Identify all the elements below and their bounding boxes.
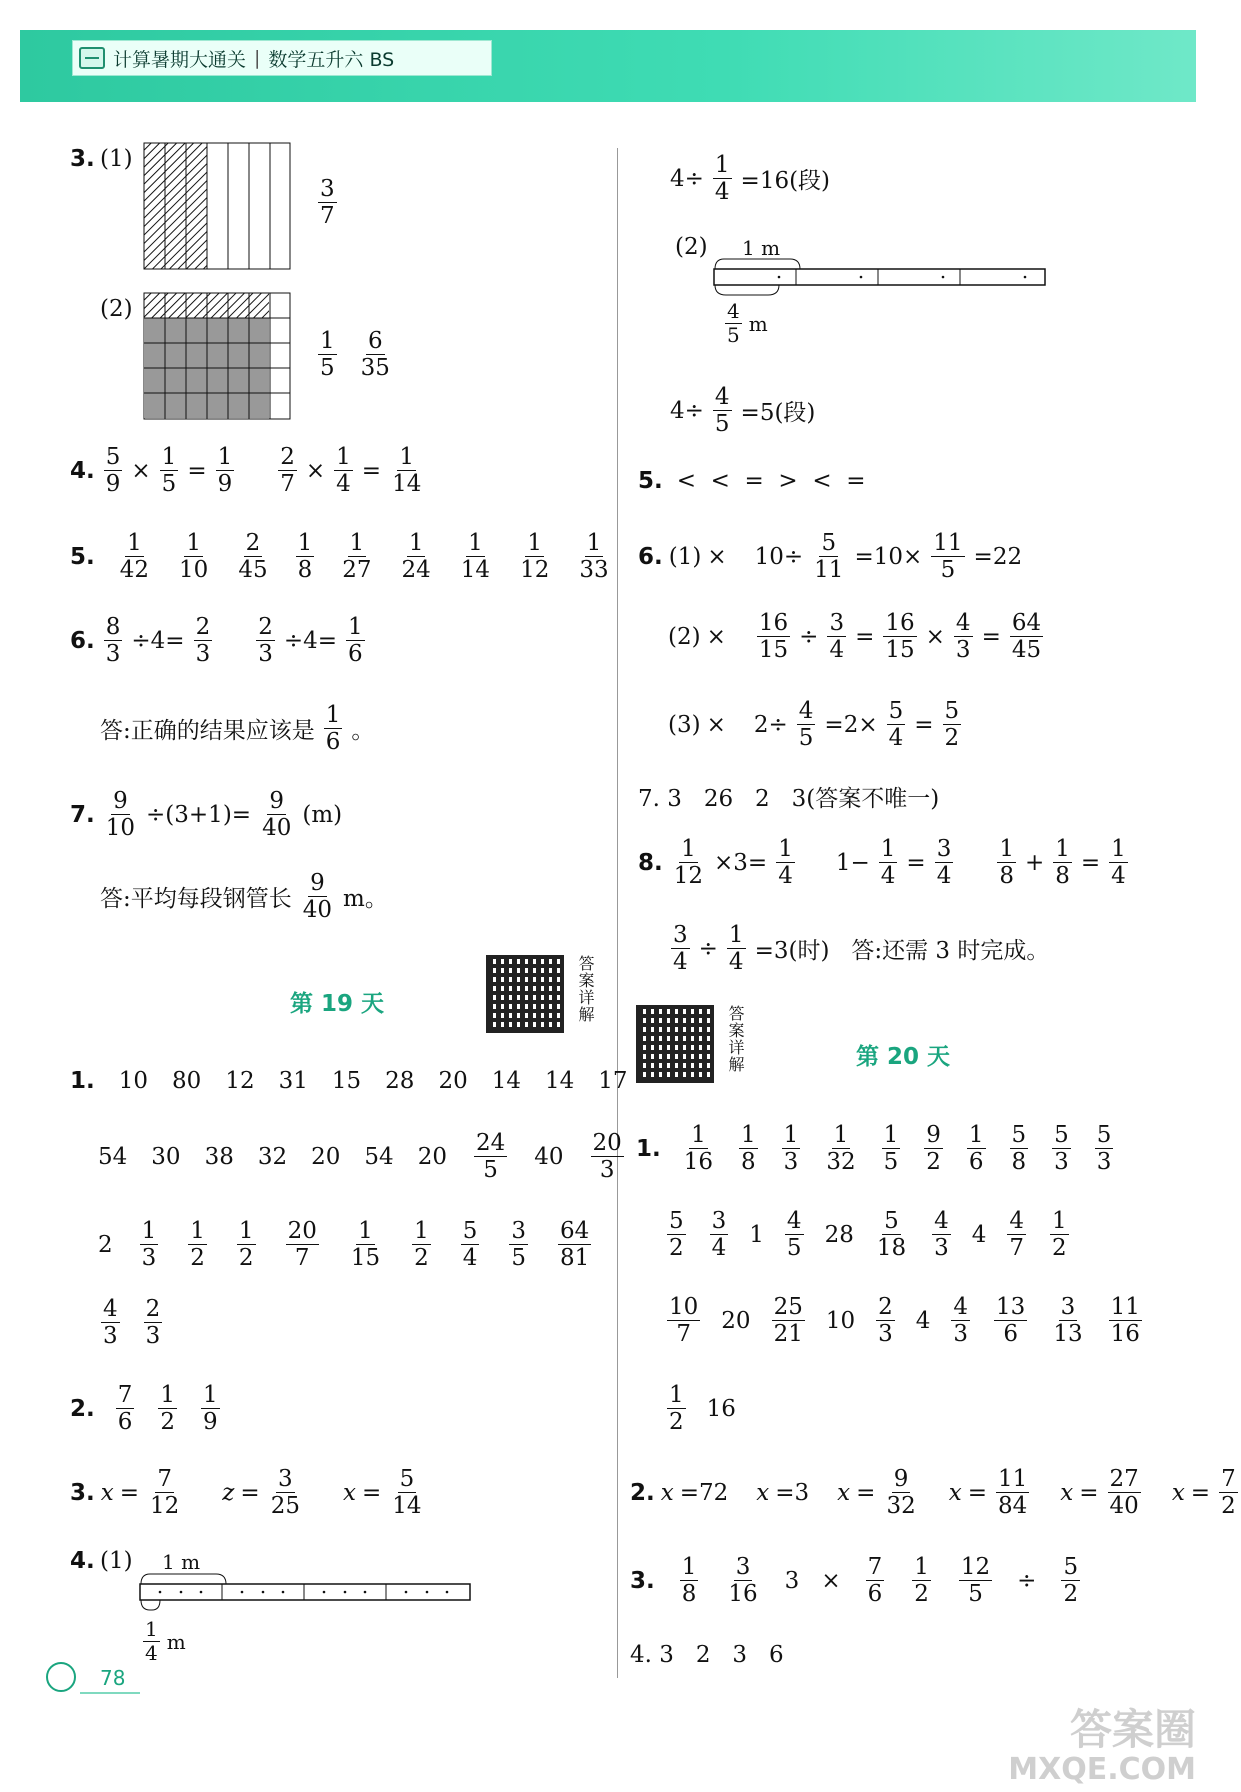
segment-bottom-label: $\frac{1}{4}$ m [145,1617,186,1665]
r-segment-top-label: 1 m [742,236,781,260]
r-q7-row: 7. 3 26 2 3(答案不唯一) [638,786,940,812]
d19-q3-row: 3. x = $\frac{7}{12}$ z = $\frac{3}{25}$ x = $\frac{5}{14}$ [70,1466,422,1520]
day-20-title: 第 20 天 [856,1044,951,1070]
fraction: $\frac{1}{5}$ [320,328,335,382]
header-tab [72,40,492,76]
r-divide-row-1: 4÷ $\frac{1}{4}$ =16(段) [670,152,831,206]
q7-row: 7. $\frac{9}{10}$ ÷(3+1)= $\frac{9}{40}$ (m) [70,788,343,842]
d20-q1-row1: 1. $\frac{1}{16}$ $\frac{1}{8}$ $\frac{1}{3}$ $\frac{1}{32}$ $\frac{1}{5}$ $\frac{9}{2}$ $\frac{1}{6}$ $\frac{5}{8}$ $\frac{5}{3}$ $\frac{5}{3}$ [636,1122,1112,1176]
r-q8-row: 8. $\frac{1}{12}$ ×3= $\frac{1}{4}$ 1− $\frac{1}{4}$ = $\frac{3}{4}$ $\frac{1}{8}$ + $\frac{1}{8}$ = $\frac{1}{4}$ [638,836,1126,890]
q7-answer: 答:平均每段钢管长 $\frac{9}{40}$ m。 [100,870,388,924]
q6-answer: 答:正确的结果应该是 $\frac{1}{6}$ 。 [100,702,375,756]
d20-q4-row: 4. 3 2 3 6 [630,1642,784,1668]
r-q6-3-row: (3) × 2÷ $\frac{4}{5}$ =2× $\frac{5}{4}$ = $\frac{5}{2}$ [668,698,960,752]
segment-diagram-2 [712,255,1048,301]
watermark-logo: 答案圈 MXQE.COM [1008,1704,1196,1787]
r-q5-row: 5. < < = > < = [638,468,866,494]
r-q8-answer: $\frac{3}{4}$ ÷ $\frac{1}{4}$ =3(时) 答:还需 3 时完成。 [673,922,1050,976]
subject-title: 数学五升六 BS [268,48,395,71]
sun-icon [46,1662,76,1692]
d20-q3-row: 3. $\frac{1}{8}$ $\frac{3}{16}$ 3 × $\frac{7}{6}$ $\frac{1}{2}$ $\frac{12}{5}$ ÷ $\frac{5}{2}$ [630,1554,1079,1608]
header-banner [20,30,1196,102]
grid-diagram [143,292,291,420]
q3-2-label: (2) [100,296,133,322]
q3-1-label: (1) [100,146,133,172]
page-underline [80,1692,140,1694]
qr-code-icon[interactable] [486,955,564,1033]
segment-top-label: 1 m [162,1550,201,1574]
qr-label: 答案详解 [726,1005,745,1073]
page-number: 78 [100,1666,126,1690]
d20-q1-row3: $\frac{10}{7}$ 20 $\frac{25}{21}$ 10 $\frac{2}{3}$ 4 $\frac{4}{3}$ $\frac{13}{6}$ $\frac{3}{13}$ $\frac{11}{16}$ [669,1294,1140,1348]
title-divider: | [254,47,261,69]
segment-diagram-1 [138,1570,473,1616]
d19-q4-label: 4. [70,1548,95,1574]
r-sub-2-label: (2) [675,234,708,260]
r-q6-2-row: (2) × $\frac{16}{15}$ ÷ $\frac{3}{4}$ = $\frac{16}{15}$ × $\frac{4}{3}$ = $\frac{64}{45}$ [668,610,1042,664]
q5-row: 5. $\frac{1}{42}$ $\frac{1}{10}$ $\frac{2}{45}$ $\frac{1}{8}$ $\frac{1}{27}$ $\frac{1}{24}$ $\frac{1}{14}$ $\frac{1}{12}$ $\frac{1}{33}$ [70,530,609,584]
shaded-strip-diagram [143,142,291,270]
d20-q2-row: 2. x =72 x =3 x = $\frac{9}{32}$ x = $\frac{11}{84}$ x = $\frac{27}{40}$ x = $\frac{7}{2}$ [630,1466,1236,1520]
qr-code-icon[interactable] [636,1005,714,1083]
d20-q1-row2: $\frac{5}{2}$ $\frac{3}{4}$ 1 $\frac{4}{5}$ 28 $\frac{5}{18}$ $\frac{4}{3}$ 4 $\frac{4}{7}$ $\frac{1}{2}$ [669,1208,1067,1262]
column-divider [617,148,618,1678]
d19-q1-row1: 1. 10 80 12 31 15 28 20 14 14 17 [70,1068,628,1094]
r-divide-row-2: 4÷ $\frac{4}{5}$ =5(段) [670,384,816,438]
q4-row: 4. $\frac{5}{9}$ × $\frac{1}{5}$ = $\frac{1}{9}$ $\frac{2}{7}$ × $\frac{1}{4}$ = $\frac{1}{14}$ [70,444,422,498]
d19-q1-row3: 2 $\frac{1}{3}$ $\frac{1}{2}$ $\frac{1}{2}$ $\frac{20}{7}$ $\frac{1}{15}$ $\frac{1}{2}$ $\frac{5}{4}$ $\frac{3}{5}$ $\frac{64}{81}$ [98,1218,590,1272]
d20-q1-row4: $\frac{1}{2}$ 16 [669,1382,736,1436]
series-title: 计算暑期大通关 [113,48,247,71]
fraction: $\frac{3}{7}$ [320,176,335,230]
d19-q1-row4: $\frac{4}{3}$ $\frac{2}{3}$ [103,1296,161,1350]
r-q6-1-row: 6. (1) × 10÷ $\frac{5}{11}$ =10× $\frac{11}{5}$ =22 [638,530,1023,584]
d19-q1-row2: 54 30 38 32 20 54 20 $\frac{24}{5}$ 40 $\frac{20}{3}$ [98,1130,622,1184]
qr-label: 答案详解 [576,955,595,1023]
day-19-title: 第 19 天 [290,991,385,1017]
fraction: $\frac{6}{35}$ [360,328,390,382]
d19-q4-sub: (1) [100,1548,133,1574]
d19-q2-row: 2. $\frac{7}{6}$ $\frac{1}{2}$ $\frac{1}{9}$ [70,1382,218,1436]
r-segment-bottom-label: $\frac{4}{5}$ m [727,299,768,347]
q6-row: 6. $\frac{8}{3}$ ÷4= $\frac{2}{3}$ $\frac{2}{3}$ ÷4= $\frac{1}{6}$ [70,614,363,668]
q3-label: 3. [70,146,95,172]
book-icon [79,47,105,69]
